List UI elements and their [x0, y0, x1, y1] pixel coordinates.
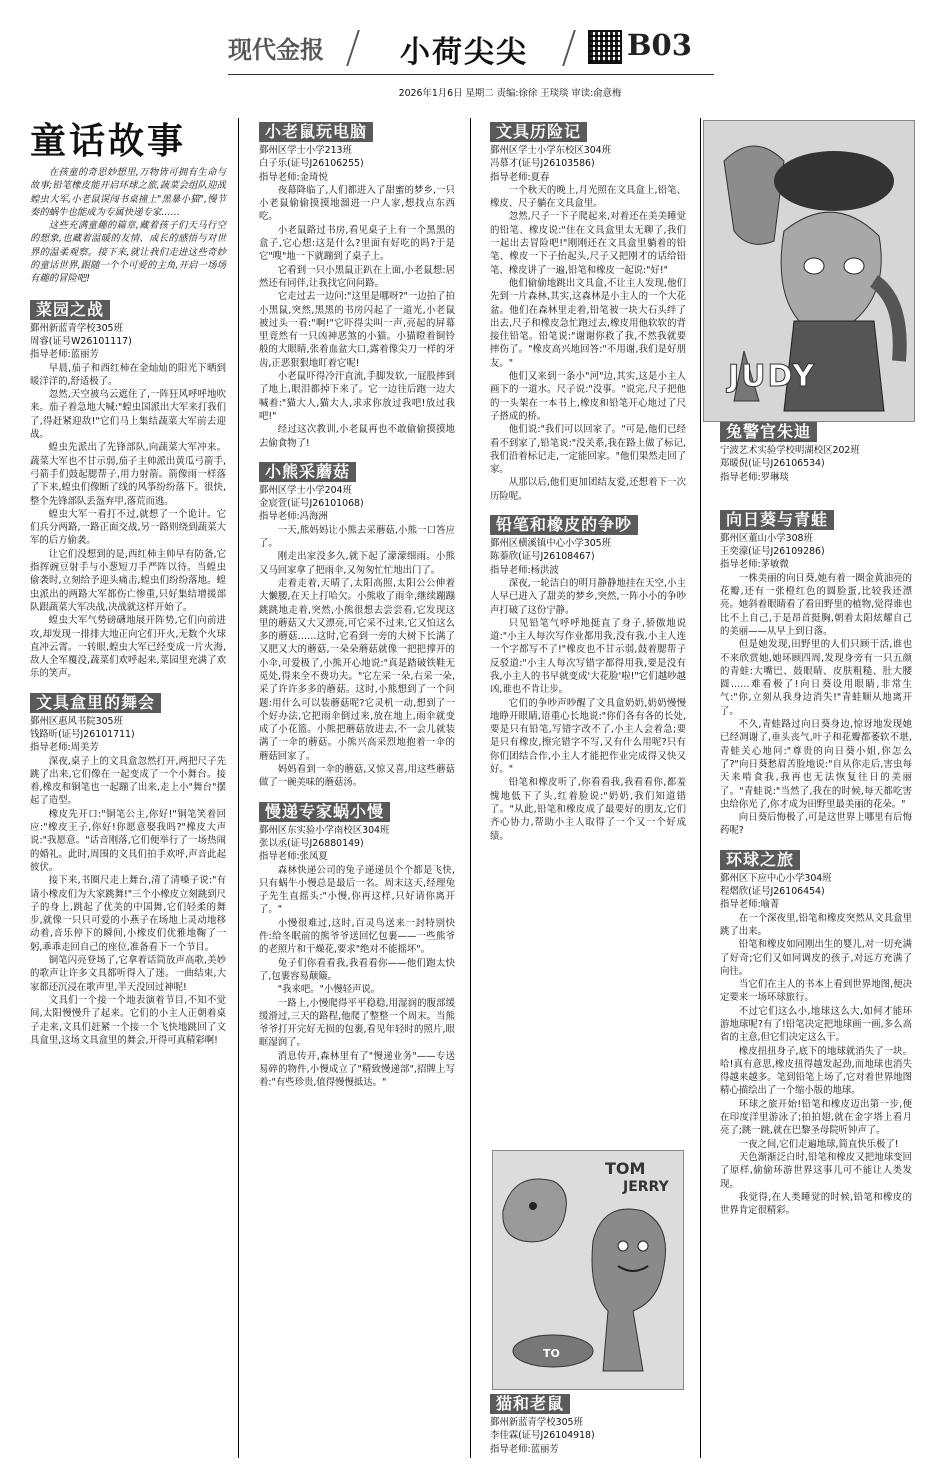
column-rule — [238, 118, 239, 1458]
story-teacher: 指导老师:杨洪波 — [490, 564, 559, 576]
story-author: 王奕濠(证号J26109286) — [720, 546, 825, 558]
column-1 — [30, 120, 226, 1047]
column-rule — [700, 118, 701, 1458]
intro-paragraph: 在孩童的奇思妙想里,万物皆可拥有生命与故事;铅笔橡皮能开启环球之旅,蔬菜会组队迎战蝗虫大军,小老鼠误闯书桌撞上"黑暴小猫",慢节奏的蜗牛也能成为专属快递专家…… — [30, 167, 226, 218]
paragraph: 只见铅笔气呼呼地挺直了身子,骄傲地说道:"小主人每次写作业都用我,没有我,小主人连一个字都写不了!"橡皮也不甘示弱,鼓着腮帮子反驳道:"小主人每次写错字都得用我,要是没有我,小主人的书早就变成'大花脸'啦!"它们越吵越凶,谁也不肯让步。 — [490, 617, 686, 696]
story-teacher: 指导老师:茅敏微 — [720, 559, 789, 571]
story-author: 郑暖倪(证号J26106534) — [720, 458, 825, 470]
paragraph: 铅笔和橡皮听了,你看看我,我看看你,都羞愧地低下了头,红着脸说:"奶奶,我们知道错了。"从此,铅笔和橡皮成了最要好的朋友,它们齐心协力,帮助小主人取得了一个又一个好成绩。 — [490, 777, 686, 842]
story-title: 猫和老鼠 — [490, 1394, 570, 1414]
tom-and-jerry-drawing — [492, 1150, 684, 1390]
paragraph: 刚走出家没多久,就下起了濛濛细雨。小熊又马回家拿了把雨伞,又匆匆忙忙地出门了。 — [259, 551, 455, 576]
paragraph: 他们说:"我们可以回家了。"可是,他们已经看不到家了,铅笔说:"没关系,我在路上做了标记,我们沿着标记走,一定能回家。"他们果然走回了家。 — [490, 424, 686, 476]
story-author: 周睿(证号W26101117) — [30, 335, 132, 347]
story-block — [259, 462, 455, 790]
masthead-divider — [562, 30, 576, 66]
story-block — [490, 515, 686, 843]
column-2 — [259, 122, 455, 1090]
story-title: 文具盒里的舞会 — [30, 693, 161, 713]
story-body — [30, 755, 226, 1048]
story-school: 鄞州区东实验小学南校区304班 — [259, 824, 390, 836]
paper-name: 现代金报 — [228, 35, 324, 64]
story-block — [259, 802, 455, 1090]
story-author: 陈蓁欣(证号J26108467) — [490, 551, 595, 563]
story-body — [720, 912, 912, 1218]
story-title: 慢递专家蜗小慢 — [259, 802, 390, 822]
paragraph: 深夜,一轮洁白的明月静静地挂在天空,小主人早已进入了甜美的梦乡,突然,一阵小小的争吵声打破了这份宁静。 — [490, 577, 686, 616]
story-body — [30, 362, 226, 681]
story-title: 向日葵与青蛙 — [720, 510, 834, 530]
paragraph: 橡皮先开口:"铜笔公主,你好!"铜笔笑着回应:"橡皮王子,你好!你愿意娶我吗?"橡皮大声说:"我愿意。"话音刚落,它们便举行了一场热闹的婚礼。此时,周围的文具们拍手欢呼,声音此起彼伏。 — [30, 808, 226, 873]
story-body — [490, 184, 686, 503]
story-body — [720, 572, 912, 838]
story-block — [720, 422, 912, 484]
paragraph: 蝗虫先派出了先锋部队,向蔬菜大军冲来。蔬菜大军也不甘示弱,茄子主帅派出黄瓜弓箭手,弓箭手们鼓起腮帮子,用力射箭。箭像雨一样落了下来,蝗虫们像断了线的风筝纷纷落下。很快,整个先锋部队丢盔弃甲,落荒而逃。 — [30, 442, 226, 507]
story-title: 兔警官朱迪 — [720, 422, 817, 442]
jerry-label: JERRY — [623, 1179, 669, 1195]
story-title: 菜园之战 — [30, 300, 110, 320]
to-label: TO — [543, 1347, 560, 1360]
feature-title: 童话故事 — [30, 120, 187, 162]
story-author: 钱路昕(证号J26101711) — [30, 728, 135, 740]
paragraph: 小老鼠吓得冷汗直流,手脚发软,一屁股摔到了地上,眼泪都掉下来了。它一边往后跑一边大喊着:"猫大人,猫大人,求求你放过我吧!放过我吧!" — [259, 371, 455, 422]
paragraph: 一夜之间,它们走遍地球,简直快乐极了! — [738, 1138, 899, 1150]
story-author: 冯慕才(证号J26103586) — [490, 158, 595, 170]
story-school: 鄞州区下应中心小学304班 — [720, 872, 832, 884]
judy-drawing — [703, 120, 915, 422]
paragraph: 忽然,天空被乌云遮住了,一阵狂风呼呼地吹来。茄子着急地大喊:"蝗虫国派出大军来打我们了,得赶紧迎敌!"它们马上集结蔬菜大军前去迎战。 — [30, 389, 226, 441]
story-school: 宁波艺术实验学校明湖校区202班 — [720, 445, 860, 456]
paragraph: 一天,熊妈妈让小熊去采蘑菇,小熊一口答应了。 — [259, 524, 455, 550]
story-block — [490, 122, 686, 503]
judy-label: JUDY — [728, 359, 816, 394]
story-teacher: 指导老师:蓝丽芳 — [490, 1443, 559, 1455]
paragraph: 一株美丽的向日葵,她有着一圈金黄油亮的花瓣,还有一张橙红色的圆脸蛋,比较我还漂亮。她斜着眼睛看了看田野里的植物,觉得谁也比不上自己,于是昂首挺胸,朝着太阳炫耀自己的美丽——从早上到日落。 — [720, 572, 912, 637]
paragraph: 夜幕降临了,人们都进入了甜蜜的梦乡,一只小老鼠偷偷摸摸地溜进一户人家,想找点东西吃。 — [259, 184, 455, 223]
story-school: 鄞州区学士小学204班 — [259, 484, 352, 496]
story-body — [259, 864, 455, 1090]
paragraph: 铜笔闪亮登场了,它拿着话筒放声高歌,美妙的歌声让许多文具都听得入了迷。一曲结束,大家都还沉浸在歌声里,半天没回过神呢! — [30, 955, 226, 993]
feature-intro — [30, 166, 226, 286]
story-body — [259, 184, 455, 450]
paragraph: 不过它们这么小,地球这么大,如何才能环游地球呢?有了!铅笔决定把地球画一画,多么高省的主意,但它们决定这么干。 — [720, 1005, 912, 1044]
paragraph: 一个秋天的晚上,月光照在文具盒上,铅笔、橡皮、尺子躺在文具盒里。 — [490, 184, 686, 210]
column-4 — [720, 422, 912, 1217]
story-body — [490, 577, 686, 843]
story-title: 小熊采蘑菇 — [259, 462, 356, 482]
paragraph: 接下来,书圈尺走上舞台,清了清嗓子说:"有请小橡皮们为大家跳舞!"三个小橡皮立刻跳到尺子的身上,跳起了优美的中国舞,它们轻柔的舞步,就像一只只可爱的小燕子在场地上灵动地移动着,音乐停下的瞬间,小橡皮们优雅地鞠了一躬,乖乖走回自己的座位,准备看下一个节目。 — [30, 875, 226, 953]
story-title: 小老鼠玩电脑 — [259, 122, 373, 142]
paragraph: 它走过去一边问:"这里是哪呀?"一边拍了拍小黑鼠,突然,黑黑的书房闪起了一道光,小老鼠被过头一看:"啊!"它吓得尖叫一声,亮起的屏幕里竟然有一只凶神恶煞的小猫。小猫瞪着铜铃般的大眼睛,张着血盆大口,露着像尖刀一样的牙齿,正恶狠狠地盯着它呢! — [259, 291, 455, 369]
story-teacher: 指导老师:夏春 — [490, 171, 550, 183]
paragraph: 它看到一只小黑鼠正趴在上面,小老鼠想:居然还有同伴,让我找它问问路。 — [259, 264, 455, 289]
paragraph: 我觉得,在人类睡觉的时候,铅笔和橡皮的世界肯定很精彩。 — [720, 1191, 912, 1217]
story-body — [259, 524, 455, 790]
story-author: 李佳霖(证号J26104918) — [490, 1430, 595, 1442]
story-school: 鄞州区惠风书院305班 — [30, 715, 123, 727]
story-teacher: 指导老师:冯海洲 — [259, 511, 328, 523]
paragraph: 他们又来到一条小"河"边,其实,这是小主人画下的一道水。尺子说:"没事。"说完,尺子把他的一头架在一本书上,橡皮和铅笔开心地过了尺子搭成的桥。 — [490, 371, 686, 422]
paragraph: 蝗虫大军气势磅礴地展开阵势,它们向前进攻,却发现一排排大地正向它们开火,无数个火球直冲云霄。一转眼,蝗虫大军已经变成一片火海,敌人全军覆没,蔬菜们欢呼起来,菜园里充满了欢乐的笑声。 — [30, 615, 226, 680]
paragraph: 消息传开,森林里有了"慢递业务"——专送易碎的物件,小慢成立了"精致慢递部",招牌上写着:"有些珍贵,值得慢慢抵达。" — [259, 1050, 455, 1089]
paragraph: 文具们一个接一个地表演着节目,不知不觉间,太阳慢慢升了起来。它们的小主人正朝着桌子走来,文具们赶紧一个接一个飞快地跳回了文具盒里,这场文具盒里的舞会,开得可真精彩啊! — [30, 994, 226, 1046]
story-school: 鄞州区学士小学213班 — [259, 145, 352, 156]
story-block — [720, 510, 912, 838]
story-author: 白子乐(证号J26106255) — [259, 158, 364, 170]
column-3 — [490, 122, 686, 843]
paragraph: 他们偷偷地跳出文具盒,不让主人发现,他们先到一片森林,其实,这森林是小主人的一个大花盆。他们在森林里走着,铅笔被一块大石头绊了出去,尺子和橡皮急忙跑过去,橡皮用他软软的背接住铅笔。铅笔说:"谢谢你救了我,不然我就要摔伤了。"橡皮高兴地回答:"不用谢,我们是好朋友。" — [490, 277, 686, 369]
qr-code — [588, 30, 622, 64]
paragraph: 当它们在主人的书本上看到世界地图,便决定要来一场环球旅行。 — [720, 979, 912, 1004]
story-block — [259, 122, 455, 450]
page-number: B03 — [627, 28, 692, 62]
paragraph: 森林快递公司的兔子递递员个个都是飞快,只有蜗牛小慢总是最后一名。周末这天,经理兔子先生直摇头:"小慢,你再这样,只好请你离开了。" — [259, 864, 455, 916]
paragraph: 不久,青蛙路过向日葵身边,惊讶地发现她已经凋谢了,垂头丧气,叶子和花瓣都萎软不堪,青蛙关心地问:"尊贵的向日葵小姐,你怎么了?"向日葵愁眉苦脸地说:"自从你走后,害虫每天来啃食我,我再也无法恢复往日的美丽了。"青蛙说:"当然了,我在的时候,每天都吃害虫给你光了,你才成为田野里最美丽的花朵。" — [720, 719, 912, 810]
story-school: 鄞州区横溪镇中心小学305班 — [490, 538, 612, 550]
story-school: 鄞州新蓝青学校305班 — [30, 322, 123, 334]
story-school: 鄞州区学士小学东校区304班 — [490, 145, 612, 156]
paragraph: 深夜,桌子上的文具盒忽然打开,两把尺子先跳了出来,它们像在一起变成了一个小舞台。接着,橡皮和铜笔也一起蹦了出来,走上小"舞台"摆起了造型。 — [30, 755, 226, 807]
paragraph: 环球之旅开始!铅笔和橡皮迈出第一步,便在印度洋里游泳了;拍拍翅,就在金字塔上看月亮了;跳一跳,就在巴黎圣母院听钟声了。 — [720, 1098, 912, 1137]
story-teacher: 指导老师:周美芳 — [30, 742, 99, 754]
paragraph: 忽然,尺子一下子爬起来,对着还在美美睡觉的铅笔、橡皮说:"住在文具盒里太无聊了,我们一起出去冒险吧!"刚刚还在文具盒里躺着的铅笔、橡皮一下子抬起头,尺子又把刚才的话给铅笔、橡皮讲了一遍,铅笔和橡皮一起说:"好!" — [490, 211, 686, 276]
date-line: 2026年1月6日 星期二 责编:徐徐 王琰琰 审读:俞意梅 — [398, 88, 622, 99]
paragraph: 妈妈看到一伞的蘑菇,又惊又喜,用这些蘑菇做了一碗美味的蘑菇汤。 — [259, 764, 455, 789]
paragraph: 早晨,茄子和西红柿在金灿灿的阳光下晒到暖洋洋的,舒适极了。 — [30, 362, 226, 387]
story-teacher: 指导老师:喻菁 — [720, 899, 780, 911]
column-rule — [470, 118, 471, 1458]
story-block — [30, 693, 226, 1047]
masthead-rule — [228, 74, 714, 75]
paragraph: 兔子们你看看我,我看看你——他们跑太快了,包裹容易颠簸。 — [259, 957, 455, 982]
story-teacher: 指导老师:罗琳琰 — [720, 471, 789, 483]
story-title: 铅笔和橡皮的争吵 — [490, 515, 638, 535]
story-author: 金宸萱(证号J26101068) — [259, 498, 364, 510]
paragraph: 一路上,小慢爬得平平稳稳,用湿润的腹部缓缓滑过,三天的路程,他爬了整整一个周末。当熊爷爷打开完好无损的包裹,看见年轻时的照片,眼眶湿润了。 — [259, 997, 455, 1049]
paragraph: 经过这次教训,小老鼠再也不敢偷偷摸摸地去偷食物了! — [259, 424, 455, 449]
paragraph: 让它们没想到的是,西红柿主帅早有防备,它指挥豌豆射手与小葱短刀手严阵以待。当蝗虫偷袭时,立刻给予迎头痛击,蝗虫们纷纷落地。蝗虫派出的两路大军都伤亡惨重,只好集结增援部队跟蔬菜大军决战,决战就这样开始了。 — [30, 548, 226, 613]
paragraph: 橡皮扭扭身子,底下的地球就消失了一块。哈!真有意思,橡皮扭得越发起劲,而地球也消失得越来越多。笔到铅笔上场了,它对着世界地图精心描绘出了一个缩小版的地球。 — [720, 1045, 912, 1097]
paragraph: 它们的争吵声吵醒了文具盒奶奶,奶奶慢慢地睁开眼睛,语重心长地说:"你们各有各的长处,要是只有铅笔,写错字改不了,小主人会着急;要是只有橡皮,擦完错字不写,又有什么用呢?只有你们团结合作,小主人才能把作业完成得又快又好。" — [490, 697, 686, 776]
paragraph: 但是她发现,田野里的人们只顾干活,谁也不来欣赏她,她环顾四周,发现身旁有一只五颜的青蛙:大嘴巴、鼓眼睛、皮肤粗糙、肚大腰圆……难看极了!向日葵设用眼睛,非常生气:"你,立刻从我身边消失!"青蛙顺从地离开了。 — [720, 639, 912, 717]
paragraph: 蝗虫大军一看打不过,就想了一个诡计。它们兵分两路,一路正面交战,另一路则绕到蔬菜大军的后方偷袭。 — [30, 508, 226, 547]
story-block — [720, 850, 912, 1218]
paragraph: 走着走着,天晴了,太阳高照,太阳公公伸着大懒腰,在天上打哈欠。小熊收了雨伞,继续蹦蹦跳跳地走着,突然,小熊很想去尝尝看,它发现这里的蘑菇又大又漂亮,可它采不过来,它又怕这么多的蘑菇……这时,它看到一旁的大树下长满了又肥又大的蘑菇,一朵朵蘑菇就像一把把撑开的小伞,可爱极了,小熊开心地说:"真是踏破铁鞋无觅处,得来全不费功夫。"它左采一朵,右采一朵,采了许许多多的蘑菇。这时,小熊想到了一个问题:用什么可以装蘑菇呢?它灵机一动,想到了一个好办法,它把雨伞倒过来,放在地上,雨伞就变成了小花篮。小熊把蘑菇放进去,不一会儿就装满了一伞的蘑菇。小熊兴高采烈地抱着一伞的蘑菇回家了。 — [259, 577, 455, 762]
story-author: 张以丞(证号J26880149) — [259, 837, 364, 849]
paragraph: 铅笔和橡皮如同刚出生的婴儿,对一切充满了好奇;它们又如同调皮的孩子,对远方充满了向往。 — [720, 939, 912, 977]
story-school: 鄞州新蓝青学校305班 — [490, 1417, 583, 1428]
paragraph: 向日葵后悔极了,可是这世界上哪里有后悔药呢? — [720, 812, 912, 837]
story-block — [30, 300, 226, 681]
story-teacher: 指导老师:张凤夏 — [259, 851, 328, 863]
story-title: 文具历险记 — [490, 122, 587, 142]
paragraph: 小慢很难过,这时,百灵鸟送来一封特别快件:给冬眠前的熊爷爷送回忆包裹——一些熊爷的老照片和干燥花,要求"绝对不能摇坏"。 — [259, 917, 455, 956]
masthead-divider — [346, 30, 360, 66]
tom-label: TOM — [605, 1159, 646, 1178]
story-block — [490, 1394, 686, 1456]
story-author: 程熠欣(证号J26106454) — [720, 886, 825, 898]
story-teacher: 指导老师:金琦悦 — [259, 171, 328, 183]
paragraph: 在一个深夜里,铅笔和橡皮突然从文具盒里跳了出来。 — [720, 912, 912, 937]
section-name: 小荷尖尖 — [400, 35, 528, 70]
intro-paragraph: 这些充满童趣的篇章,藏着孩子们天马行空的想象,也藏着温暖的友情、成长的感悟与对世界的温柔观察。接下来,就让我们走进这些奇妙的童话世界,跟随一个个可爱的主角,开启一场场有趣的冒险吧! — [30, 220, 226, 285]
story-school: 鄞州区董山小学308班 — [720, 532, 813, 544]
paragraph: 小老鼠路过书房,看见桌子上有一个黑黑的盒子,它心想:这是什么?里面有好吃的吗?于是它"嗖"地一下就蹦到了桌子上。 — [259, 224, 455, 263]
paragraph: 天色渐渐泛白时,铅笔和橡皮又把地球变回了原样,偷偷环游世界这事儿可不能让人类发现。 — [720, 1151, 912, 1190]
paragraph: "我来吧。"小慢轻声说。 — [277, 984, 381, 996]
story-teacher: 指导老师:蓝丽芳 — [30, 349, 99, 361]
story-title: 环球之旅 — [720, 850, 800, 870]
paragraph: 从那以后,他们更加团结友爱,还想着下一次历险呢。 — [490, 477, 686, 502]
